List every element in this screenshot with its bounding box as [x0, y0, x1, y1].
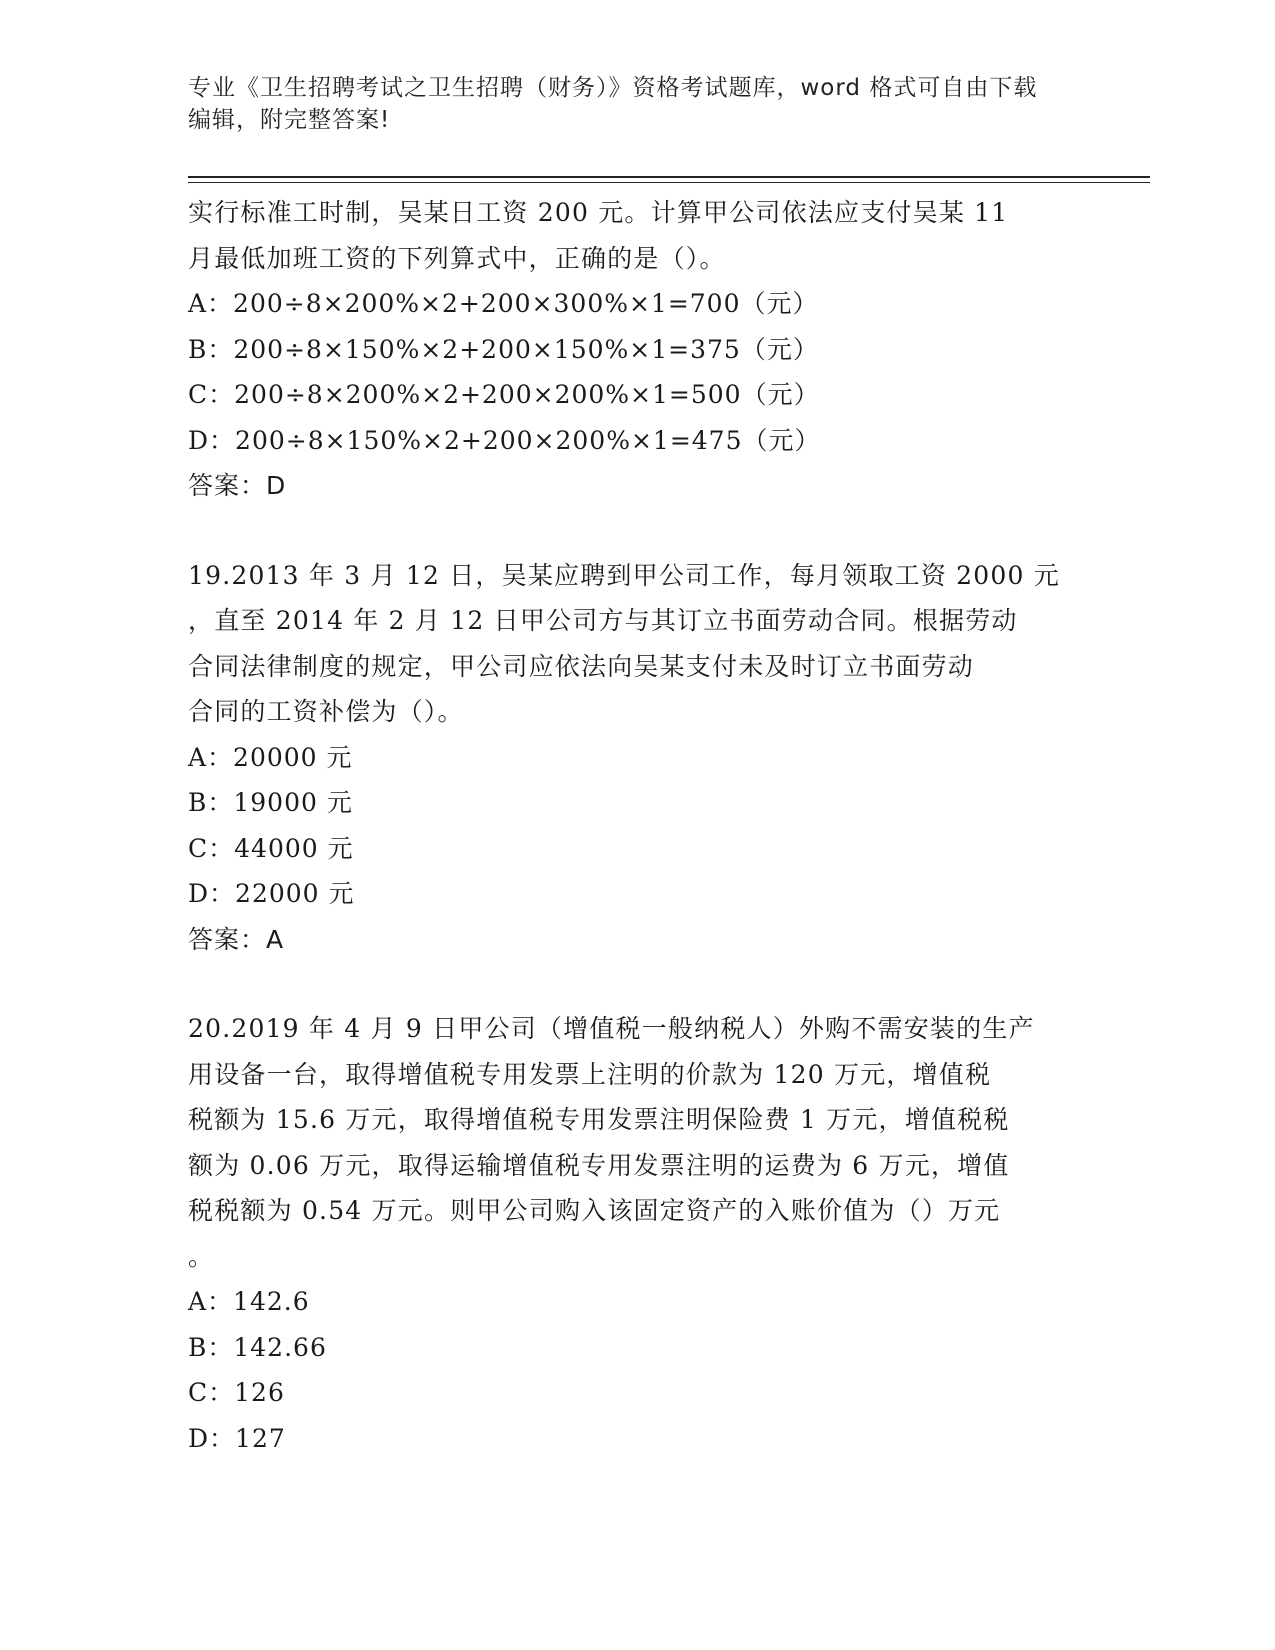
spacer: [188, 962, 1088, 1006]
spacer: [188, 509, 1088, 553]
question-19-answer: 答案：A: [188, 924, 285, 954]
option-a: A：20000 元: [188, 742, 353, 772]
option-d: D：200÷8×150%×2+200×200%×1=475（元）: [188, 425, 821, 455]
question-content: [188, 190, 1088, 1461]
option-d: D：22000 元: [188, 879, 355, 908]
question-text-line: 税额为 15.6 万元，取得增值税专用发票注明保险费 1 万元，增值税税: [188, 1105, 1010, 1134]
header-rule-thick: [188, 176, 1150, 178]
document-header: [188, 72, 1088, 136]
question-18: [188, 190, 1088, 281]
question-20-options: [188, 1279, 1088, 1461]
option-a: A：200÷8×200%×2+200×300%×1=700（元）: [188, 289, 819, 318]
option-c: C：126: [188, 1378, 285, 1407]
question-text-line: 月最低加班工资的下列算式中，正确的是（）。: [188, 243, 726, 273]
option-c: C：200÷8×200%×2+200×200%×1=500（元）: [188, 380, 820, 409]
question-text-line: 合同的工资补偿为（）。: [188, 697, 464, 726]
option-b: B：142.66: [188, 1332, 327, 1362]
header-rule-thin: [188, 182, 1150, 183]
question-text-line: 合同法律制度的规定，甲公司应依法向吴某支付未及时订立书面劳动: [188, 651, 975, 681]
question-19: [188, 553, 1088, 735]
option-b: B：19000 元: [188, 788, 353, 817]
option-a: A：142.6: [188, 1287, 310, 1316]
question-20: [188, 1006, 1088, 1279]
question-text-line: 用设备一台，取得增值税专用发票上注明的价款为 120 万元，增值税: [188, 1059, 992, 1089]
option-b: B：200÷8×150%×2+200×150%×1=375（元）: [188, 334, 819, 364]
header-line-2: 编辑，附完整答案!: [188, 107, 391, 133]
option-c: C：44000 元: [188, 833, 354, 863]
question-text-line: 。: [188, 1241, 215, 1271]
question-18-answer: 答案：D: [188, 471, 287, 500]
question-19-options: [188, 735, 1088, 917]
question-18-options: [188, 281, 1088, 463]
question-text-line: ，直至 2014 年 2 月 12 日甲公司方与其订立书面劳动合同。根据劳动: [188, 606, 1018, 635]
question-text-line: 实行标准工时制，吴某日工资 200 元。计算甲公司依法应支付吴某 11: [188, 198, 1009, 227]
question-text-line: 税税额为 0.54 万元。则甲公司购入该固定资产的入账价值为（）万元: [188, 1196, 1001, 1225]
header-line-1: 专业《卫生招聘考试之卫生招聘（财务）》资格考试题库，word 格式可自由下载: [188, 75, 1038, 101]
option-d: D：127: [188, 1423, 286, 1453]
question-text-line: 19.2013 年 3 月 12 日，吴某应聘到甲公司工作，每月领取工资 2000 元: [188, 560, 1060, 590]
question-text-line: 额为 0.06 万元，取得运输增值税专用发票注明的运费为 6 万元，增值: [188, 1150, 1010, 1180]
question-text-line: 20.2019 年 4 月 9 日甲公司（增值税一般纳税人）外购不需安装的生产: [188, 1014, 1035, 1043]
